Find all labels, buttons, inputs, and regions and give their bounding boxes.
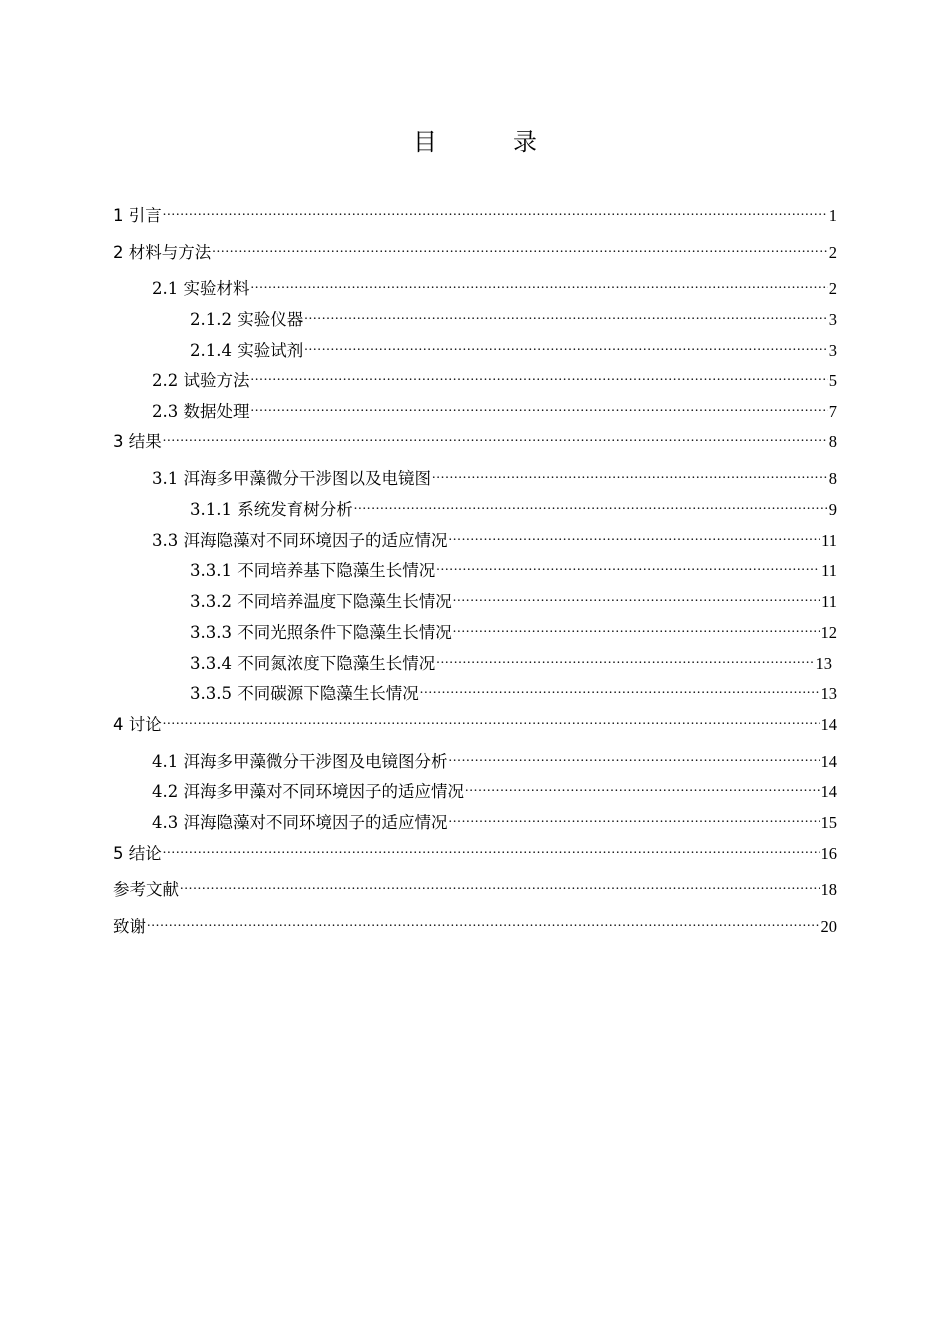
- toc-dot-leader: [251, 393, 828, 417]
- toc-entry-label: 2.2 试验方法: [152, 371, 250, 390]
- toc-entry-page: 1: [828, 206, 837, 225]
- toc-entry-label: 2.1 实验材料: [152, 279, 250, 298]
- toc-dot-leader: [304, 332, 828, 356]
- toc-entry[interactable]: [190, 645, 832, 673]
- toc-entry[interactable]: [113, 423, 837, 451]
- toc-dot-leader: [304, 301, 828, 325]
- toc-entry-label: 4 讨论: [113, 715, 162, 734]
- toc-entry[interactable]: [190, 491, 837, 519]
- toc-dot-leader: [163, 423, 828, 447]
- toc-entry-label: 2.1.4 实验试剂: [190, 341, 304, 360]
- toc-entry-page: 7: [828, 402, 837, 421]
- toc-entry[interactable]: [152, 773, 837, 801]
- toc-entry-label: 4.2 洱海多甲藻对不同环境因子的适应情况: [152, 782, 464, 801]
- toc-entry-page: 2: [828, 279, 837, 298]
- toc-entry-page: 14: [820, 752, 837, 771]
- toc-entry[interactable]: [190, 332, 837, 360]
- toc-entry[interactable]: [190, 583, 837, 611]
- toc-dot-leader: [449, 743, 820, 767]
- toc-entry[interactable]: [152, 460, 837, 488]
- toc-dot-leader: [453, 614, 820, 638]
- toc-dot-leader: [436, 645, 814, 669]
- toc-entry[interactable]: [152, 522, 837, 550]
- toc-entry-page: 13: [815, 654, 832, 673]
- toc-entry[interactable]: [152, 743, 837, 771]
- toc-entry-label: 2.1.2 实验仪器: [190, 310, 304, 329]
- toc-entry-page: 12: [820, 623, 837, 642]
- toc-dot-leader: [163, 835, 820, 859]
- toc-dot-leader: [449, 804, 820, 828]
- toc-entry-label: 致谢: [113, 917, 146, 936]
- toc-dot-leader: [212, 234, 828, 258]
- toc-dot-leader: [163, 197, 828, 221]
- toc-entry-page: 8: [828, 432, 837, 451]
- toc-entry[interactable]: [113, 835, 837, 863]
- toc-entry-page: 14: [820, 715, 837, 734]
- toc-entry[interactable]: [190, 552, 837, 580]
- toc-entry-label: 4.3 洱海隐藻对不同环境因子的适应情况: [152, 813, 448, 832]
- toc-dot-leader: [453, 583, 820, 607]
- toc-entry[interactable]: [190, 301, 837, 329]
- toc-dot-leader: [354, 491, 828, 515]
- toc-entry-label: 参考文献: [113, 880, 179, 899]
- toc-entry[interactable]: [113, 234, 837, 262]
- toc-dot-leader: [436, 552, 820, 576]
- toc-entry-label: 2.3 数据处理: [152, 402, 250, 421]
- toc-entry[interactable]: [152, 270, 837, 298]
- toc-entry-page: 8: [828, 469, 837, 488]
- toc-entry[interactable]: [113, 706, 837, 734]
- toc-entry-page: 20: [820, 917, 837, 936]
- toc-entry[interactable]: [113, 197, 837, 225]
- toc-entry-label: 3.1.1 系统发育树分析: [190, 500, 353, 519]
- toc-entry-page: 3: [828, 310, 837, 329]
- toc-dot-leader: [147, 908, 820, 932]
- toc-title: 目 录: [413, 128, 563, 156]
- toc-dot-leader: [180, 871, 820, 895]
- toc-entry[interactable]: [152, 393, 837, 421]
- toc-entry-label: 2 材料与方法: [113, 243, 212, 262]
- toc-entry[interactable]: [190, 614, 837, 642]
- toc-entry-label: 3.3 洱海隐藻对不同环境因子的适应情况: [152, 531, 448, 550]
- toc-entry-page: 2: [828, 243, 837, 262]
- toc-entry[interactable]: [113, 908, 837, 936]
- toc-entry-page: 3: [828, 341, 837, 360]
- toc-entry-page: 18: [820, 880, 837, 899]
- toc-entry-label: 1 引言: [113, 206, 162, 225]
- toc-entry-page: 11: [821, 531, 837, 550]
- toc-dot-leader: [163, 706, 820, 730]
- toc-dot-leader: [465, 773, 820, 797]
- toc-entry-page: 5: [828, 371, 837, 390]
- toc-entry-page: 13: [820, 684, 837, 703]
- toc-entry-page: 11: [821, 592, 837, 611]
- toc-entry-page: 9: [828, 500, 837, 519]
- toc-entry-label: 5 结论: [113, 844, 162, 863]
- toc-dot-leader: [420, 675, 820, 699]
- toc-entry-page: 16: [820, 844, 837, 863]
- toc-entry-page: 15: [820, 813, 837, 832]
- toc-entry-page: 11: [821, 561, 837, 580]
- toc-entry[interactable]: [190, 675, 837, 703]
- toc-dot-leader: [251, 270, 828, 294]
- toc-entry-label: 3.3.4 不同氮浓度下隐藻生长情况: [190, 654, 436, 673]
- toc-entry[interactable]: [152, 804, 837, 832]
- toc-entry-label: 3.3.1 不同培养基下隐藻生长情况: [190, 561, 436, 580]
- toc-entry-label: 4.1 洱海多甲藻微分干涉图及电镜图分析: [152, 752, 448, 771]
- toc-entry-page: 14: [820, 782, 837, 801]
- toc-entry[interactable]: [113, 871, 837, 899]
- toc-entry-label: 3 结果: [113, 432, 162, 451]
- toc-dot-leader: [251, 362, 828, 386]
- toc-entry-label: 3.3.3 不同光照条件下隐藻生长情况: [190, 623, 452, 642]
- toc-entry[interactable]: [152, 362, 837, 390]
- toc-entry-label: 3.3.2 不同培养温度下隐藻生长情况: [190, 592, 452, 611]
- toc-entry-label: 3.1 洱海多甲藻微分干涉图以及电镜图: [152, 469, 431, 488]
- toc-entry-label: 3.3.5 不同碳源下隐藻生长情况: [190, 684, 419, 703]
- toc-dot-leader: [432, 460, 828, 484]
- toc-dot-leader: [449, 522, 821, 546]
